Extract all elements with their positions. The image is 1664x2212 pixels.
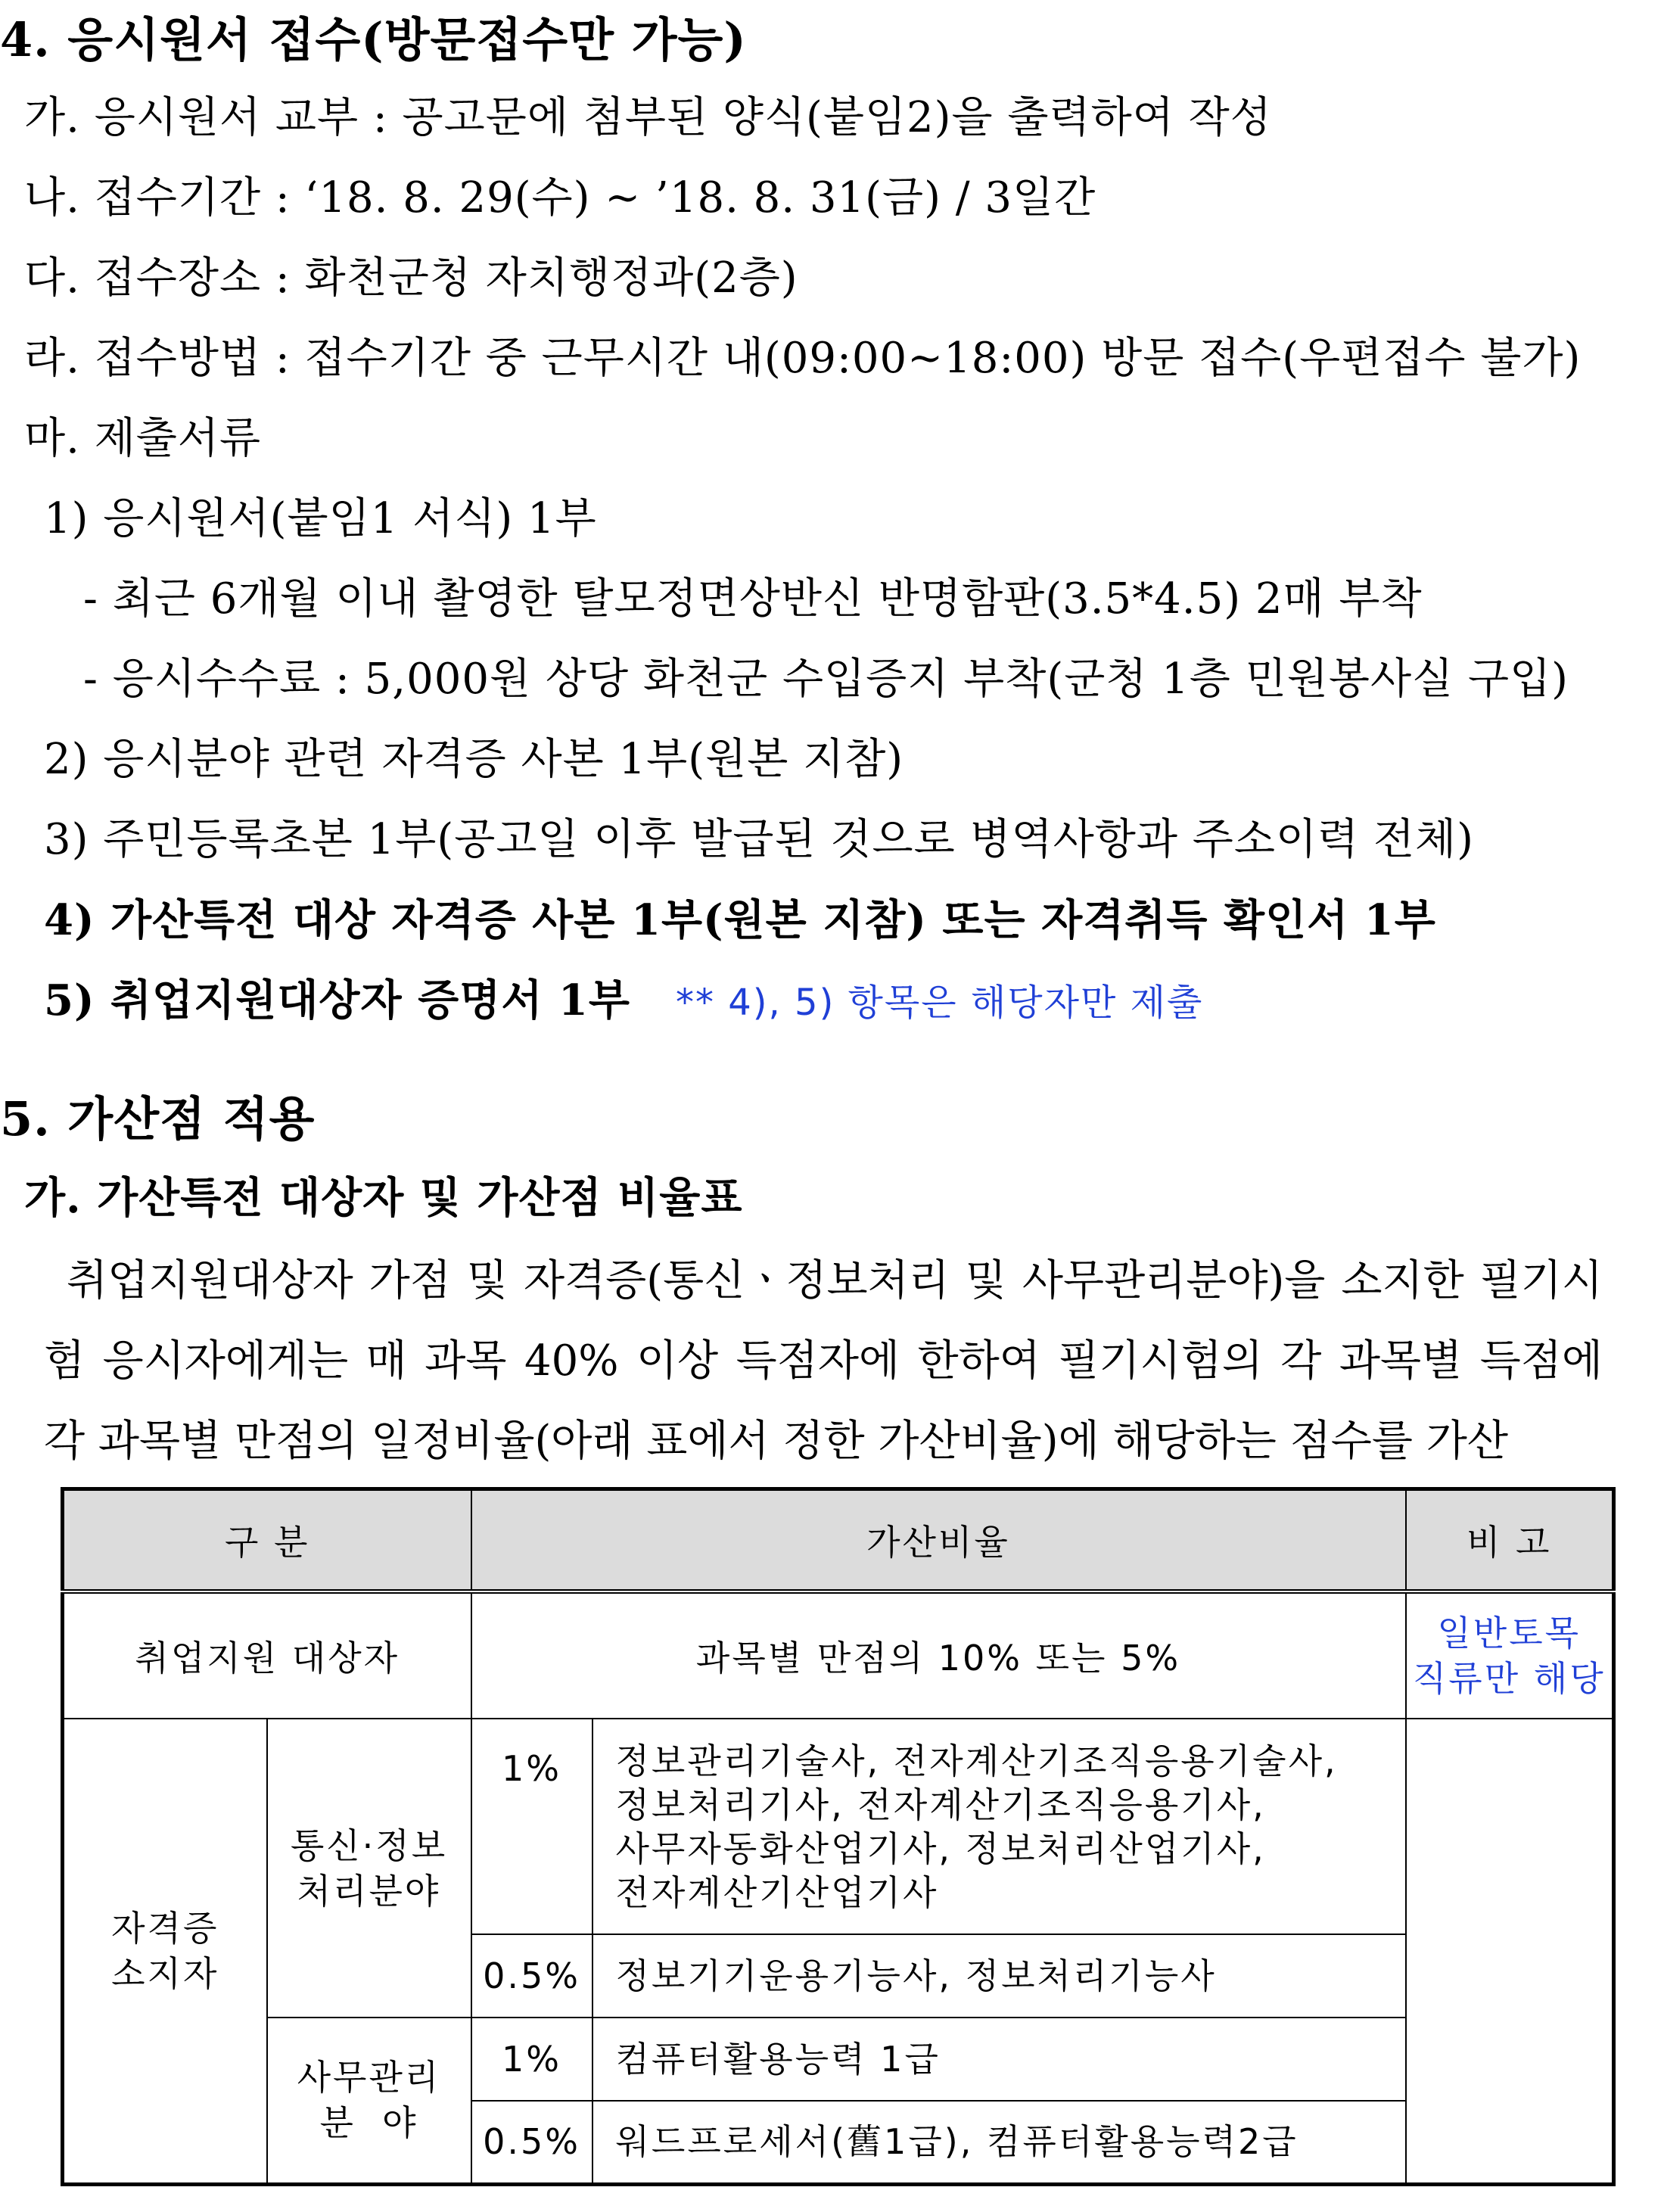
- group-office-pct-1: 1%: [471, 2018, 593, 2101]
- section-5-title: 5. 가산점 적용: [0, 1091, 316, 1146]
- group-office-pct-2: 0.5%: [471, 2101, 593, 2184]
- group-office-line2: 분 야: [319, 2102, 418, 2144]
- header-category: 구 분: [63, 1489, 471, 1592]
- group-office-name: [267, 2018, 471, 2184]
- group-it-name: [267, 1719, 471, 2018]
- cert-remark-empty: [1406, 1719, 1614, 2184]
- section-5-sub: 가. 가산특전 대상자 및 가산점 비율표: [24, 1173, 743, 1223]
- section-4-title: 4. 응시원서 접수(방문접수만 가능): [0, 12, 747, 67]
- cert-line: 전자계산기산업기사: [615, 1871, 939, 1913]
- group-it-certs-1: [593, 1719, 1406, 1934]
- bonus-rate-table: [61, 1487, 1616, 2186]
- group-it-pct-1: 1%: [471, 1719, 593, 1934]
- group-it-line1: 통신·정보: [290, 1825, 448, 1866]
- section-5-paragraph: 취업지원대상자 가점 및 자격증(통신ㆍ정보처리 및 사무관리분야)을 소지한 필기시험 응시자에게는 매 과목 40% 이상 득점자에 한하여 필기시험의 각 과목별 득점에 각 과목별 만점의 일정비율(아래 표에서 정한 가산비율)에 해당하는 점수를 가산: [44, 1256, 1603, 1466]
- group-office-certs-2: 워드프로세서(舊1급), 컴퓨터활용능력2급: [593, 2101, 1406, 2184]
- item-na: 나. 접수기간 : ‘18. 8. 29(수) ~ ’18. 8. 31(금) / 3일간: [24, 173, 1096, 222]
- doc-5: [44, 975, 1204, 1025]
- doc-5-text: 5) 취업지원대상자 증명서 1부: [44, 975, 630, 1025]
- table-row: [63, 2018, 1614, 2101]
- item-da: 다. 접수장소 : 화천군청 자치행정과(2층): [24, 254, 798, 303]
- group-it-certs-2: 정보기기운용기능사, 정보처리기능사: [593, 1934, 1406, 2018]
- doc-1: 1) 응시원서(붙임1 서식) 1부: [44, 494, 597, 543]
- doc-note: ** 4), 5) 항목은 해당자만 제출: [675, 982, 1204, 1024]
- employment-remark: [1406, 1591, 1614, 1719]
- cert-line: 사무자동화산업기사, 정보처리산업기사,: [615, 1828, 1266, 1869]
- cert-holder-line1: 자격증: [111, 1907, 219, 1949]
- remark-line2: 직류만 해당: [1412, 1658, 1606, 1699]
- table-row: [63, 1591, 1614, 1719]
- doc-3: 3) 주민등록초본 1부(공고일 이후 발급된 것으로 병역사항과 주소이력 전체): [44, 815, 1474, 864]
- table-row: [63, 1719, 1614, 1934]
- employment-ratio: 과목별 만점의 10% 또는 5%: [471, 1591, 1406, 1719]
- group-office-line1: 사무관리: [297, 2057, 441, 2098]
- header-remark: 비 고: [1406, 1489, 1614, 1592]
- item-ga: 가. 응시원서 교부 : 공고문에 첨부된 양식(붙임2)을 출력하여 작성: [24, 93, 1272, 142]
- employment-category: 취업지원 대상자: [63, 1591, 471, 1719]
- group-it-pct-2: 0.5%: [471, 1934, 593, 2018]
- remark-line1: 일반토목: [1437, 1613, 1582, 1654]
- cert-holder-cell: [63, 1719, 267, 2184]
- group-it-line2: 처리분야: [297, 1870, 441, 1912]
- item-ma: 마. 제출서류: [24, 414, 262, 463]
- doc-1-fee: - 응시수수료 : 5,000원 상당 화천군 수입증지 부착(군청 1층 민원봉사실 구입): [83, 655, 1569, 704]
- doc-2: 2) 응시분야 관련 자격증 사본 1부(원본 지참): [44, 735, 904, 784]
- cert-line: 정보처리기사, 전자계산기조직응용기사,: [615, 1784, 1266, 1825]
- header-ratio: 가산비율: [471, 1489, 1406, 1592]
- cert-line: 정보관리기술사, 전자계산기조직응용기술사,: [615, 1740, 1338, 1781]
- group-office-certs-1: 컴퓨터활용능력 1급: [593, 2018, 1406, 2101]
- item-ra: 라. 접수방법 : 접수기간 중 근무시간 내(09:00~18:00) 방문 접수(우편접수 불가): [24, 334, 1582, 383]
- cert-holder-line2: 소지자: [111, 1952, 219, 1994]
- doc-4: 4) 가산특전 대상 자격증 사본 1부(원본 지참) 또는 자격취득 확인서 1부: [44, 895, 1436, 945]
- doc-1-photo: - 최근 6개월 이내 촬영한 탈모정면상반신 반명함판(3.5*4.5) 2매 부착: [83, 574, 1423, 624]
- table-header-row: [63, 1489, 1614, 1592]
